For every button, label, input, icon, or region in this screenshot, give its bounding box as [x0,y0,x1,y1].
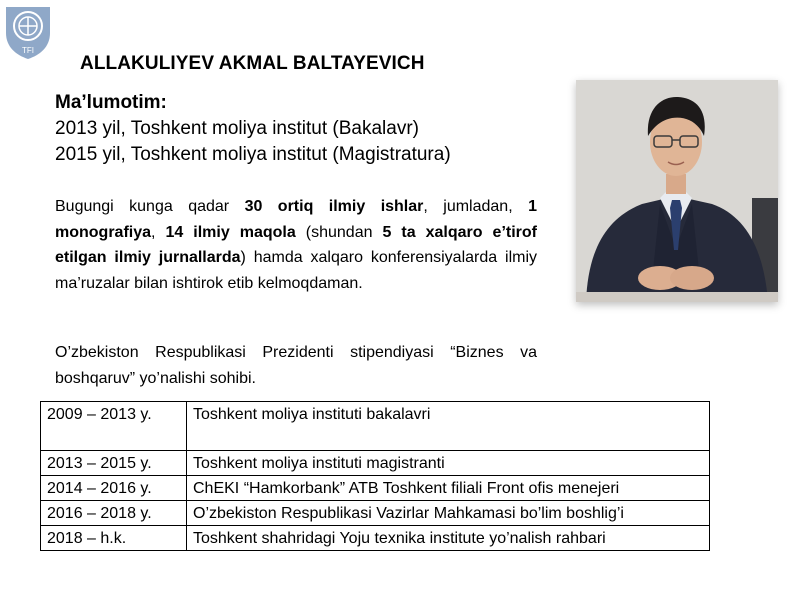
achievements-highlight: 30 ortiq ilmiy ishlar [244,198,424,215]
achievements-paragraph [55,194,537,296]
career-period: 2018 – h.k. [41,526,187,551]
career-position: O’zbekiston Respublikasi Vazirlar Mahkamasi bo’lim boshlig’i [187,501,710,526]
career-position: Toshkent moliya instituti magistranti [187,451,710,476]
person-name: ALLAKULIYEV AKMAL BALTAYEVICH [80,53,425,74]
education-item: 2013 yil, Toshkent moliya institut (Bakalavr) [55,118,419,139]
table-row [41,451,710,476]
career-period: 2013 – 2015 y. [41,451,187,476]
career-period: 2014 – 2016 y. [41,476,187,501]
award-paragraph: O’zbekiston Respublikasi Prezidenti stipendiyasi “Biznes va boshqaruv” yo’nalishi sohibi. [55,344,537,387]
logo-text: TFI [22,46,34,55]
career-period: 2009 – 2013 y. [41,402,187,451]
achievements-text: Bugungi kunga qadar [55,198,245,215]
achievements-text: ) hamda xalqaro konferensiyalarda ilmiy ma’ruzalar bilan ishtirok etib kelmoqdaman. [55,249,537,292]
career-period: 2016 – 2018 y. [41,501,187,526]
career-position: ChEKI “Hamkorbank” ATB Toshkent filiali Front ofis menejeri [187,476,710,501]
table-row [41,501,710,526]
achievements-text: , [151,223,166,241]
education-section [55,90,451,168]
achievements-highlight: 1 monografiya [55,198,537,241]
achievements-text: (shundan [295,223,383,241]
achievements-highlight: 14 ilmiy maqola [165,223,296,241]
institute-logo [2,3,54,61]
education-item: 2015 yil, Toshkent moliya institut (Magistratura) [55,144,451,165]
achievements-highlight: 5 ta xalqaro e’tirof etilgan ilmiy jurnallarda [55,223,538,266]
education-heading: Ma’lumotim: [55,92,167,113]
career-table [40,401,710,551]
portrait-photo [576,80,778,302]
achievements-text: , jumladan, [423,198,529,215]
table-row [41,526,710,551]
career-position: Toshkent moliya instituti bakalavri [187,402,710,451]
table-row [41,476,710,501]
table-row [41,402,710,451]
career-position: Toshkent shahridagi Yoju texnika institute yo’nalish rahbari [187,526,710,551]
